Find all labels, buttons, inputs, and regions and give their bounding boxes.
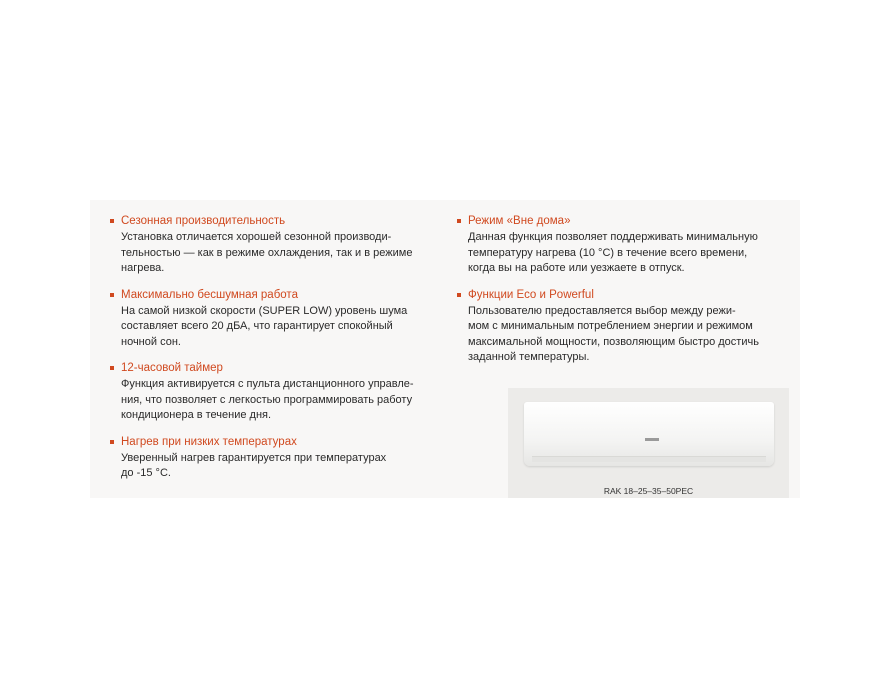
feature-silent-operation xyxy=(110,287,440,351)
feature-text-line: максимальной мощности, позволяющим быстро достичь xyxy=(468,335,759,348)
product-caption: RAK 18–25–35–50PEC xyxy=(603,486,694,496)
bullet-icon xyxy=(457,293,461,297)
feature-title: Функции Eco и Powerful xyxy=(468,288,594,301)
air-vent xyxy=(532,456,766,462)
feature-title: Максимально бесшумная работа xyxy=(121,288,298,301)
features-column-left xyxy=(110,213,440,492)
brand-logo xyxy=(645,438,659,441)
product-image xyxy=(508,388,789,498)
feature-text-line: ночной сон. xyxy=(121,335,181,348)
feature-text-line: тельностью — как в режиме охлаждения, так и в режиме xyxy=(121,246,413,259)
bullet-icon xyxy=(110,219,114,223)
feature-text-line: до -15 °C. xyxy=(121,467,171,479)
feature-text-line: Функция активируется с пульта дистанционного управле- xyxy=(121,378,414,390)
feature-text-line: температуру нагрева (10 °C) в течение всего времени, xyxy=(468,246,748,259)
feature-low-temp-heating xyxy=(110,434,440,482)
feature-text-line: когда вы на работе или уезжаете в отпуск. xyxy=(468,262,685,274)
feature-text-line: заданной температуры. xyxy=(468,351,590,363)
feature-text-line: На самой низкой скорости (SUPER LOW) уровень шума xyxy=(121,304,408,317)
feature-seasonal-performance xyxy=(110,213,440,277)
feature-title: Сезонная производительность xyxy=(121,215,286,227)
bullet-icon xyxy=(110,366,114,370)
bullet-icon xyxy=(110,293,114,297)
air-conditioner-unit xyxy=(524,402,774,466)
feature-eco-powerful xyxy=(457,287,787,366)
feature-away-mode xyxy=(457,213,787,277)
feature-text-line: нагрева. xyxy=(121,262,165,274)
bullet-icon xyxy=(110,440,114,444)
feature-text-line: Установка отличается хорошей сезонной производи- xyxy=(121,231,392,243)
feature-title: 12-часовой таймер xyxy=(121,362,223,374)
feature-12h-timer xyxy=(110,360,440,424)
feature-text-line: Уверенный нагрев гарантируется при температурах xyxy=(121,451,387,464)
feature-text-line: кондиционера в течение дня. xyxy=(121,409,272,421)
feature-text-line: ния, что позволяет с легкостью программировать работу xyxy=(121,393,413,406)
bullet-icon xyxy=(457,219,461,223)
feature-text-line: мом с минимальным потреблением энергии и режимом xyxy=(468,320,753,332)
feature-text-line: составляет всего 20 дБА, что гарантирует спокойный xyxy=(121,320,393,332)
features-column-right xyxy=(457,213,787,376)
feature-text-line: Данная функция позволяет поддерживать минимальную xyxy=(468,231,758,243)
feature-title: Нагрев при низких температурах xyxy=(121,435,297,448)
feature-title: Режим «Вне дома» xyxy=(468,215,571,227)
feature-text-line: Пользователю предоставляется выбор между режи- xyxy=(468,304,736,317)
